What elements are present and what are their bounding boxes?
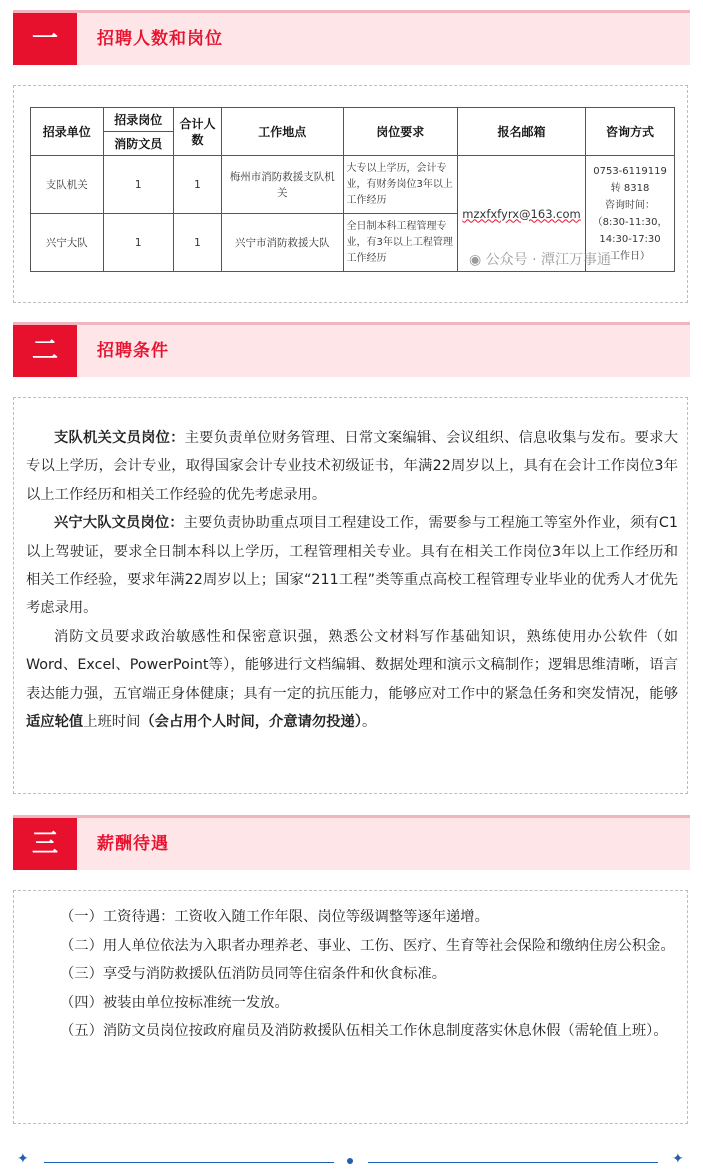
section-header-1 <box>13 10 690 65</box>
cell-post: 1 <box>103 156 173 214</box>
section-title: 薪酬待遇 <box>97 834 169 854</box>
col-post: 招录岗位 <box>103 108 173 132</box>
condition-end-3: 。 <box>361 714 377 731</box>
wechat-icon: ◉ <box>469 252 482 268</box>
benefit-item: （二）用人单位依法为入职者办理养老、事业、工伤、医疗、生育等社会保险和缴纳住房公积金。 <box>60 937 675 954</box>
cell-total: 1 <box>173 214 221 272</box>
conditions-box <box>13 397 688 794</box>
section-number: 一 <box>13 13 77 65</box>
condition-bold-3a: 适应轮值 <box>26 714 84 731</box>
cell-total: 1 <box>173 156 221 214</box>
email-link[interactable]: mzxfxfyrx@163.com <box>457 156 585 272</box>
contact-time-2: 14:30-17:30 <box>599 233 661 245</box>
table-row <box>31 156 675 214</box>
col-post-sub: 消防文员 <box>103 132 173 156</box>
section-header-2 <box>13 322 690 377</box>
section-title: 招聘人数和岗位 <box>97 29 223 49</box>
col-requirement: 岗位要求 <box>343 108 457 156</box>
col-contact: 咨询方式 <box>586 108 675 156</box>
col-email: 报名邮箱 <box>457 108 585 156</box>
cell-post: 1 <box>103 214 173 272</box>
contact-time-label: 咨询时间： <box>605 199 656 211</box>
cell-requirement: 大专以上学历，会计专业，有财务岗位3年以上工作经历 <box>343 156 457 214</box>
condition-body-2: 主要负责协助重点项目工程建设工作，需要参与工程施工等室外作业，须有C1以上驾驶证，要求全日制本科以上学历，工程管理相关专业。具有在相关工作岗位3年以上工作经历和相关工作经验，要求年满22周岁以上；国家“211工程”类等重点高校工程管理专业毕业的优秀人才优先考虑录用。 <box>26 515 679 617</box>
watermark-text: 公众号 · 潭江万事通 <box>485 252 612 268</box>
contact-ext: 转 8318 <box>610 182 650 194</box>
section-header-3 <box>13 815 690 870</box>
cell-requirement: 全日制本科工程管理专业，有3年以上工程管理工作经历 <box>343 214 457 272</box>
col-unit: 招录单位 <box>31 108 104 156</box>
condition-mid-3: 上班时间 <box>83 714 141 731</box>
section-number: 三 <box>13 818 77 870</box>
divider-line <box>368 1162 658 1163</box>
condition-bold-3b: （会占用个人时间，介意请勿投递） <box>140 714 362 731</box>
positions-table <box>30 107 675 272</box>
section-title: 招聘条件 <box>97 341 169 361</box>
contact-time-1: （8:30-11:30， <box>592 216 668 228</box>
positions-box <box>13 85 688 303</box>
benefits-text <box>26 903 678 1046</box>
cell-location: 梅州市消防救援支队机关 <box>221 156 343 214</box>
divider-line <box>44 1162 334 1163</box>
section-number: 二 <box>13 325 77 377</box>
star-icon: ✦ <box>17 1151 29 1167</box>
condition-title-2: 兴宁大队文员岗位： <box>54 515 184 532</box>
benefit-item: （三）享受与消防救援队伍消防员同等住宿条件和伙食标准。 <box>60 966 447 983</box>
condition-para-2 <box>26 509 678 623</box>
contact-time-3: 工作日） <box>610 250 651 262</box>
benefit-item: （四）被装由单位按标准统一发放。 <box>60 994 289 1011</box>
benefit-item: （一）工资待遇：工资收入随工作年限、岗位等级调整等逐年递增。 <box>60 909 489 925</box>
benefit-item: （五）消防文员岗位按政府雇员及消防救援队伍相关工作休息制度落实休息休假（需轮值上班）。 <box>60 1023 668 1040</box>
cell-unit: 支队机关 <box>31 156 104 214</box>
benefits-box <box>13 890 688 1124</box>
cell-unit: 兴宁大队 <box>31 214 104 272</box>
col-total: 合计人数 <box>173 108 221 156</box>
condition-para-3 <box>26 623 678 737</box>
condition-title-1: 支队机关文员岗位： <box>54 430 185 446</box>
contact-phone: 0753-6119119 <box>593 165 667 177</box>
watermark <box>469 249 611 269</box>
dot-icon <box>347 1158 353 1164</box>
conditions-text <box>26 424 678 736</box>
condition-para-1 <box>26 424 678 509</box>
star-icon: ✦ <box>672 1151 684 1167</box>
condition-body-1: 主要负责单位财务管理、日常文案编辑、会议组织、信息收集与发布。要求大专以上学历，会计专业，取得国家会计专业技术初级证书，年满22周岁以上，具有在会计工作岗位3年以上工作经历和相关工作经验的优先考虑录用。 <box>26 430 679 503</box>
col-location: 工作地点 <box>221 108 343 156</box>
cell-location: 兴宁市消防救援大队 <box>221 214 343 272</box>
condition-body-3: 消防文员要求政治敏感性和保密意识强，熟悉公文材料写作基础知识，熟练使用办公软件（如Word、Excel、PowerPoint等），能够进行文档编辑、数据处理和演示文稿制作；逻辑思维清晰，语言表达能力强，五官端正身体健康；具有一定的抗压能力，能够应对工作中的紧急任务和突发情况，能够 <box>26 628 678 702</box>
